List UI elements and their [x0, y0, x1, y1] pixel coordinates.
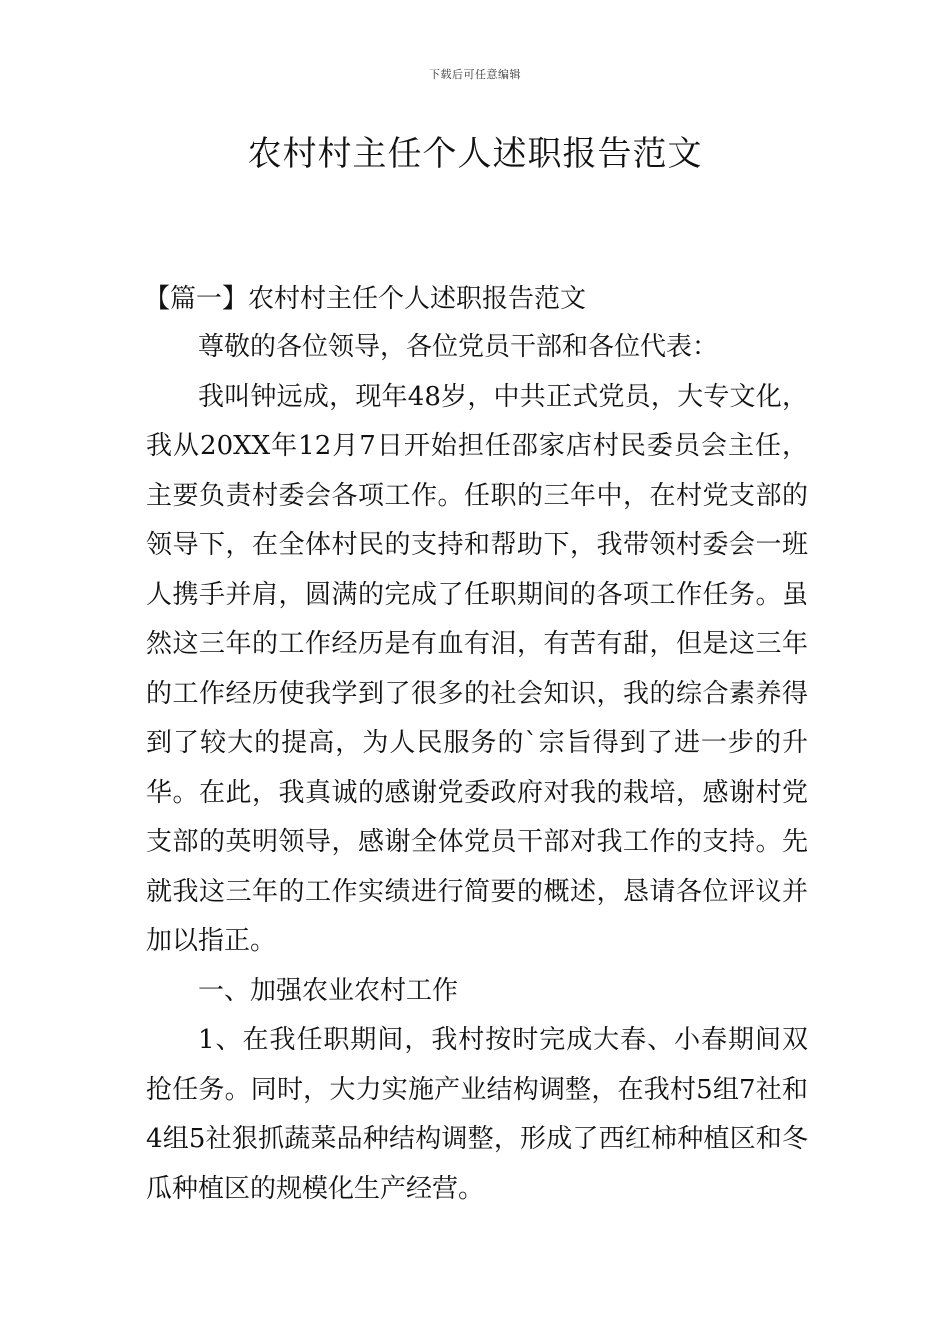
paragraph-introduction: 我叫钟远成，现年48岁，中共正式党员，大专文化，我从20XX年12月7日开始担任邵家店村民委员会主任，主要负责村委会各项工作。任职的三年中，在村党支部的领导下，在全体村民的支持和帮助下，我带领村委会一班人携手并肩，圆满的完成了任职期间的各项工作任务。虽然这三年的工作经历是有血有泪，有苦有甜，但是这三年的工作经历使我学到了很多的社会知识，我的综合素养得到了较大的提高，为人民服务的`宗旨得到了进一步的升华。在此，我真诚的感谢党委政府对我的栽培，感谢村党支部的英明领导，感谢全体党员干部对我工作的支持。先就我这三年的工作实绩进行简要的概述，恳请各位评议并加以指正。 — [146, 381, 808, 956]
header-note: 下载后可任意编辑 — [429, 68, 521, 81]
section-heading: 【篇一】农村村主任个人述职报告范文 — [144, 284, 587, 314]
document-body — [146, 280, 808, 1214]
paragraph-salutation: 尊敬的各位领导，各位党员干部和各位代表： — [198, 332, 719, 362]
document-title: 农村村主任个人述职报告范文 — [247, 134, 703, 174]
paragraph-item-1: 1、在我任职期间，我村按时完成大春、小春期间双抢任务。同时，大力实施产业结构调整，在我村5组7社和4组5社狠抓蔬菜品种结构调整，形成了西红柿种植区和冬瓜种植区的规模化生产经营。 — [146, 1025, 808, 1204]
paragraph-subheading: 一、加强农业农村工作 — [198, 975, 459, 1006]
